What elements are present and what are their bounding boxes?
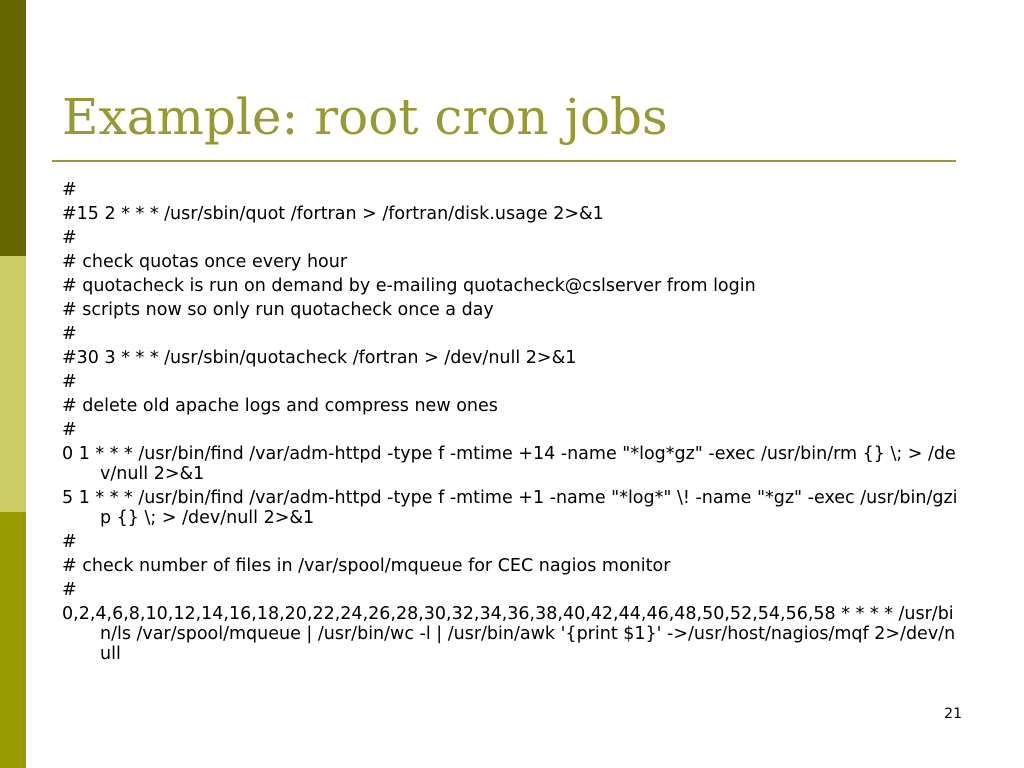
body-line: # scripts now so only run quotacheck once a day [62, 300, 494, 320]
cron-jobs-listing [62, 180, 962, 668]
body-line: #30 3 * * * /usr/sbin/quotacheck /fortran > /dev/null 2>&1 [62, 348, 577, 368]
body-line: # quotacheck is run on demand by e-mailing quotacheck@cslserver from login [62, 276, 756, 296]
side-accent-bar-top [0, 0, 26, 256]
body-line: # check number of files in /var/spool/mqueue for CEC nagios monitor [62, 556, 671, 576]
body-line: 0 1 * * * /usr/bin/find /var/adm-httpd -type f -mtime +14 -name "*log*gz" -exec /usr/bin/rm {} \; > /dev/null 2>&1 [62, 444, 956, 484]
body-line: # [62, 180, 77, 200]
body-line: # [62, 324, 77, 344]
body-line: # delete old apache logs and compress new ones [62, 396, 498, 416]
body-line: # [62, 532, 77, 552]
body-line: 5 1 * * * /usr/bin/find /var/adm-httpd -type f -mtime +1 -name "*log*" \! -name "*gz" -exec /usr/bin/gzip {} \; > /dev/null 2>&1 [62, 488, 958, 528]
body-line: #15 2 * * * /usr/sbin/quot /fortran > /fortran/disk.usage 2>&1 [62, 204, 604, 224]
slide-title: Example: root cron jobs [62, 88, 668, 146]
body-line: # [62, 420, 77, 440]
side-accent-bar-middle [0, 256, 26, 512]
body-line: # check quotas once every hour [62, 252, 348, 272]
body-line: 0,2,4,6,8,10,12,14,16,18,20,22,24,26,28,30,32,34,36,38,40,42,44,46,48,50,52,54,56,58 * * * * /usr/bin/ls /var/spool/mqueue | /usr/bin/wc -l | /usr/bin/awk '{print $1}' ->/usr/host/nagios/mqf 2>/dev/null [62, 604, 956, 664]
title-divider [52, 160, 956, 162]
body-line: # [62, 372, 77, 392]
side-accent-bar-bottom [0, 512, 26, 768]
page-number: 21 [944, 706, 962, 722]
body-line: # [62, 580, 77, 600]
body-line: # [62, 228, 77, 248]
